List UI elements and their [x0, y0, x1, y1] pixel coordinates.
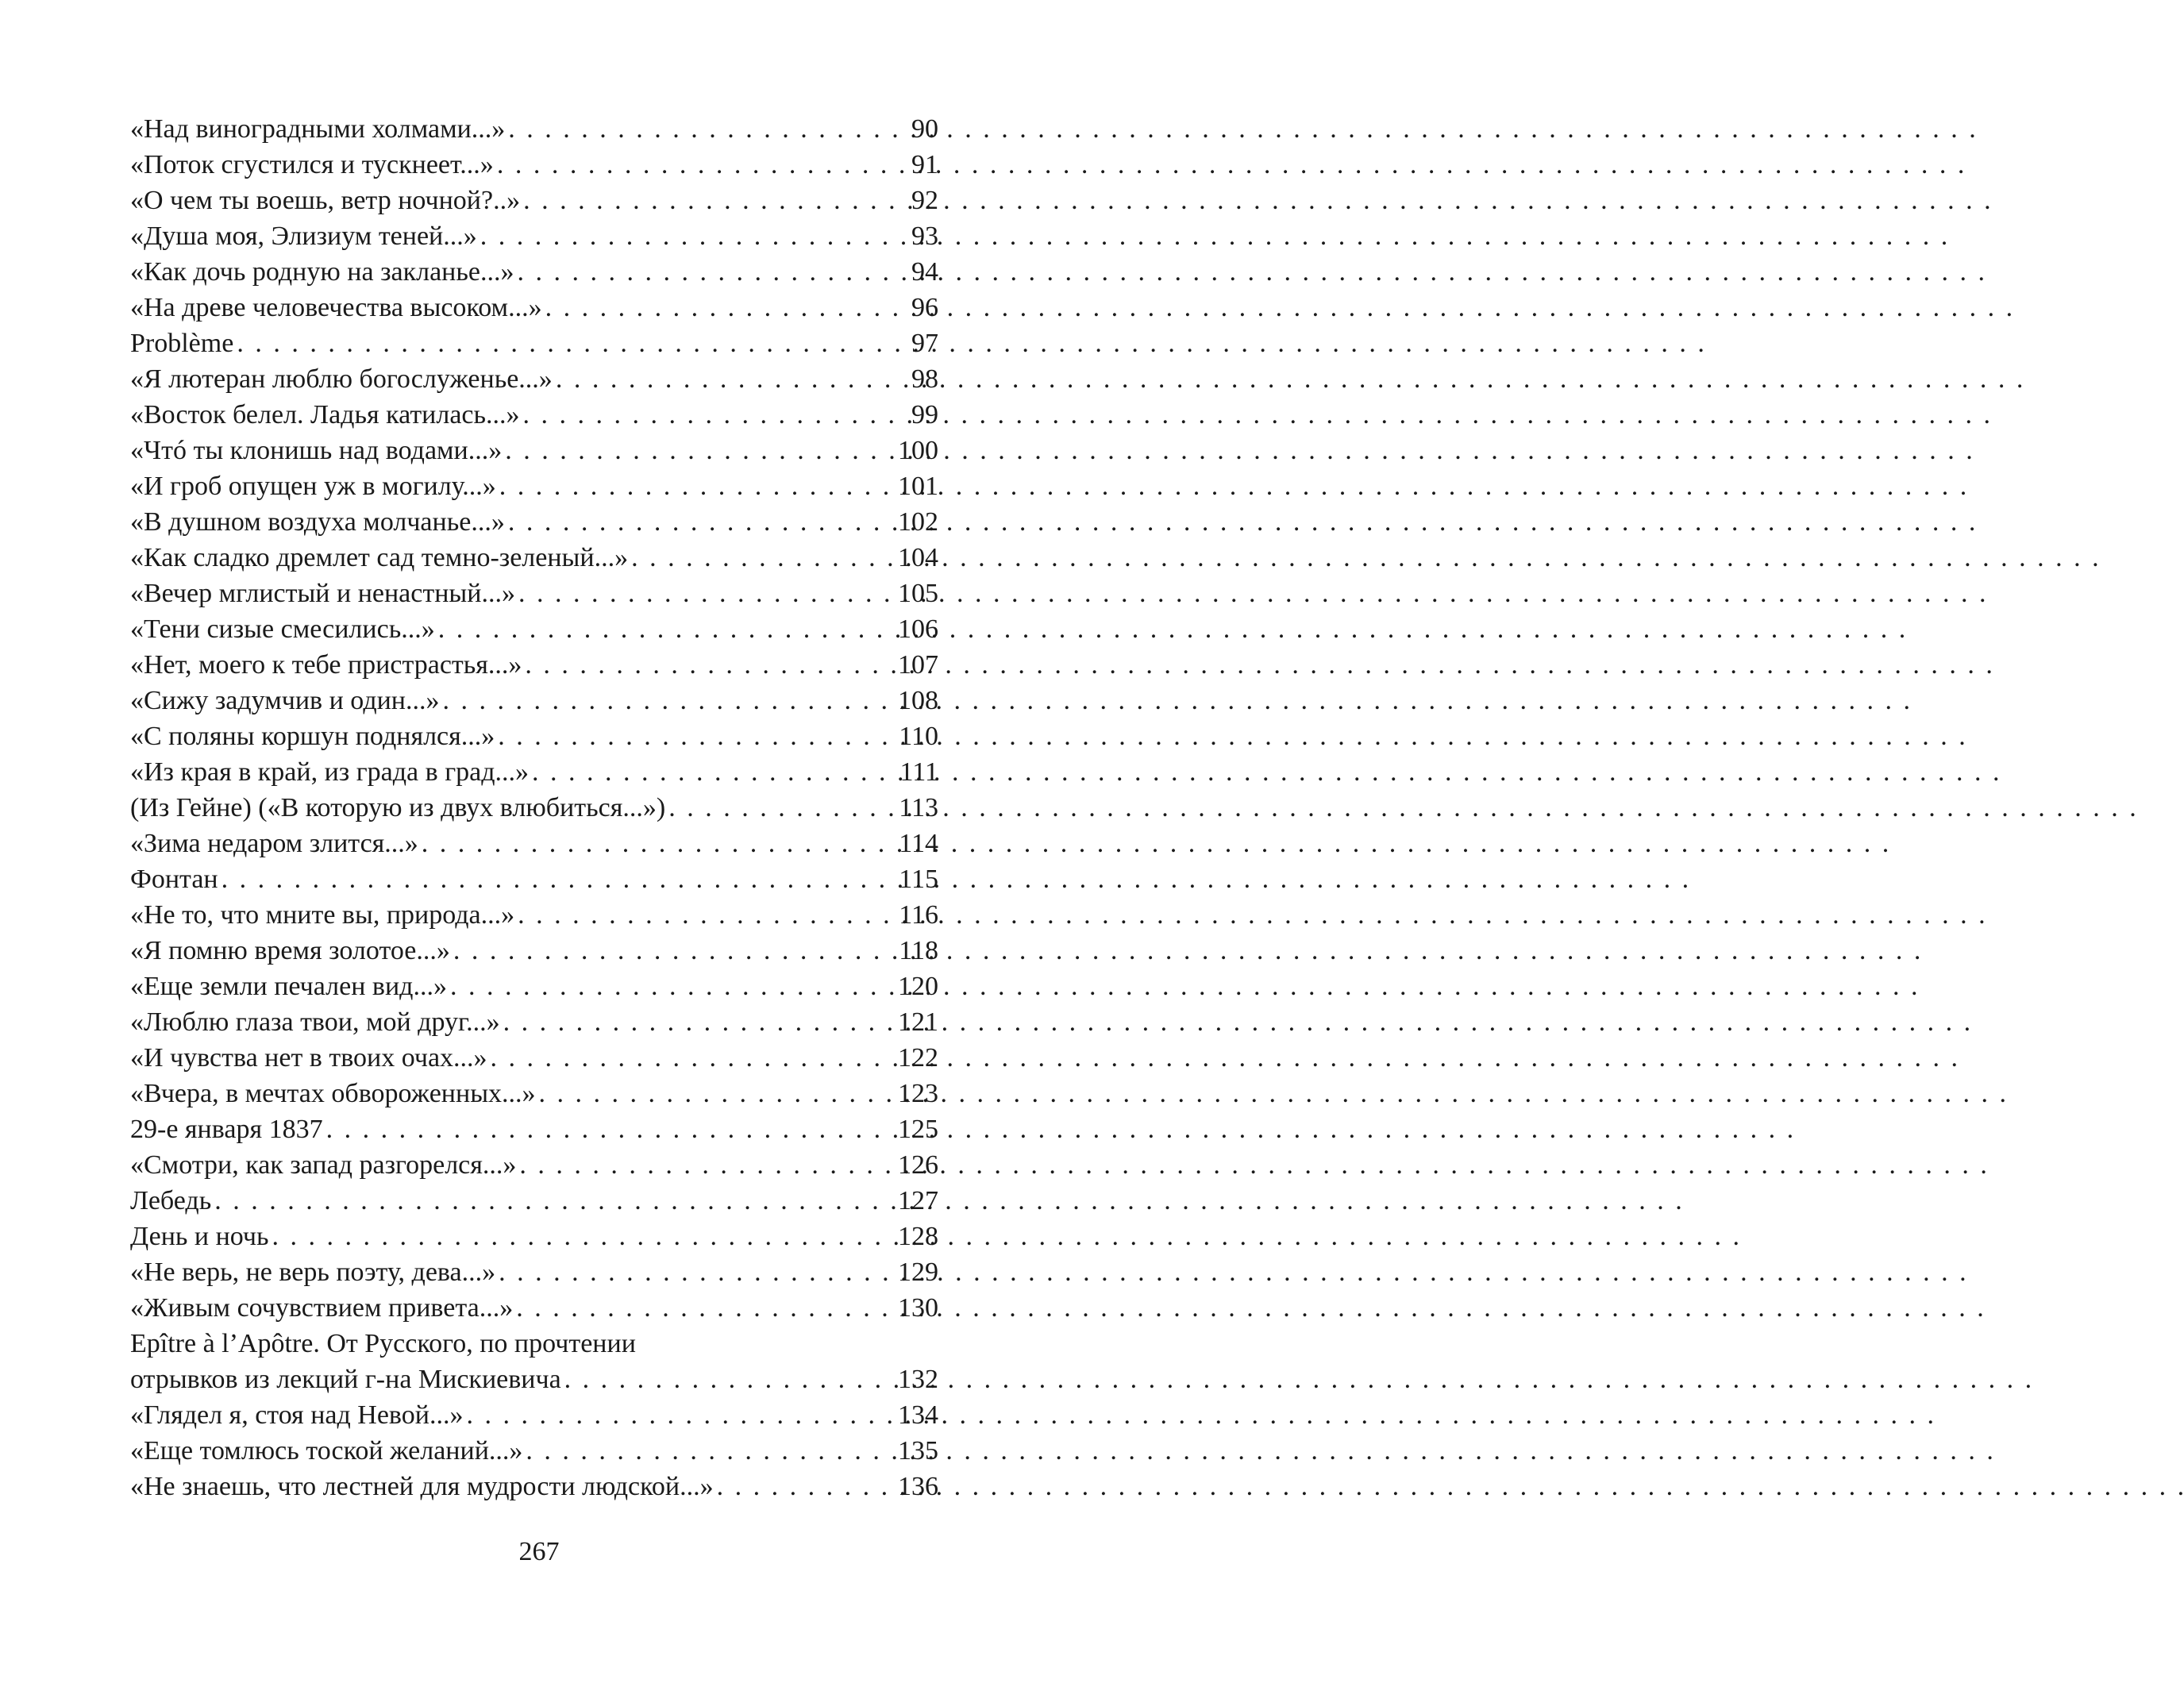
toc-leader-dots	[545, 290, 894, 325]
toc-entry-page: 98	[911, 364, 938, 394]
toc-entry-title: Лебедь	[130, 1186, 212, 1215]
toc-leader-dots	[499, 1254, 894, 1290]
toc-entry	[130, 218, 938, 254]
toc-entry	[130, 468, 938, 504]
toc-entry-title: «Вечер мглистый и ненастный...»	[130, 579, 515, 608]
toc-entry-page: 94	[911, 257, 938, 287]
toc-entry-page: 135	[898, 1436, 938, 1466]
toc-entry	[130, 1219, 938, 1254]
toc-entry	[130, 397, 938, 433]
toc-entry-title: «Из края в край, из града в град...»	[130, 757, 530, 787]
toc-leader-dots	[518, 576, 894, 611]
toc-entry-page: 130	[898, 1293, 938, 1323]
toc-entry-page: 111	[899, 757, 938, 787]
toc-entry	[130, 1290, 938, 1326]
toc-entry-title: «Я лютеран люблю богослуженье...»	[130, 364, 553, 394]
toc-entry-title: «Душа моя, Элизиум теней...»	[130, 221, 477, 251]
toc-entry-page: 97	[911, 329, 938, 358]
toc-entry-title: «Сижу задумчив и один...»	[130, 686, 440, 715]
toc-leader-dots	[508, 504, 894, 540]
toc-entry	[130, 647, 938, 683]
toc-entry-title: «Чтó ты клонишь над водами...»	[130, 436, 503, 465]
toc-entry-title: (Из Гейне) («В которую из двух влюбиться...»)	[130, 793, 666, 822]
toc-entry-page: 105	[898, 579, 938, 608]
toc-entry-line1	[130, 1326, 938, 1362]
toc-leader-dots	[499, 468, 894, 504]
toc-entry-page: 116	[899, 900, 938, 930]
toc-entry-page: 126	[898, 1150, 938, 1180]
toc-leader-dots	[498, 718, 894, 754]
toc-leader-dots	[214, 1183, 894, 1219]
toc-entry	[130, 897, 938, 933]
document-page	[0, 0, 1078, 1687]
toc-entry-page: 108	[898, 686, 938, 715]
toc-entry	[130, 1397, 938, 1433]
toc-entry-title: «Смотри, как запад разгорелся...»	[130, 1150, 517, 1180]
toc-entry-title: «Как дочь родную на закланье...»	[130, 257, 514, 287]
toc-entry-page: 136	[898, 1472, 938, 1501]
toc-entry	[130, 683, 938, 718]
toc-entry-title: «Тени сизые смесились...»	[130, 614, 435, 644]
toc-entry-page: 110	[899, 722, 938, 751]
toc-entry-page: 92	[911, 186, 938, 215]
toc-entry-title: «Восток белел. Ладья катилась...»	[130, 400, 520, 429]
toc-entry-page: 91	[911, 150, 938, 179]
toc-entry-title: Problème	[130, 329, 234, 358]
toc-leader-dots	[556, 361, 894, 397]
toc-entry-title: «С поляны коршун поднялся...»	[130, 722, 495, 751]
toc-entry	[130, 290, 938, 325]
toc-leader-dots	[466, 1397, 894, 1433]
toc-entry	[130, 1254, 938, 1290]
toc-leader-dots	[518, 897, 894, 933]
toc-entry-page: 100	[898, 436, 938, 465]
toc-entry-page: 104	[898, 543, 938, 572]
toc-entry-title: «В душном воздуха молчанье...»	[130, 507, 505, 537]
toc-entry-title: «Я помню время золотое...»	[130, 936, 450, 965]
toc-entry-title: «Не знаешь, что лестней для мудрости людской...»	[130, 1472, 714, 1501]
toc-leader-dots	[631, 540, 894, 576]
toc-entry	[130, 718, 938, 754]
toc-leader-dots	[491, 1040, 894, 1076]
toc-entry-title: «Еще томлюсь тоской желаний...»	[130, 1436, 523, 1466]
toc-entry	[130, 540, 938, 576]
toc-leader-dots	[717, 1469, 894, 1504]
toc-entry	[130, 254, 938, 290]
toc-entry	[130, 754, 938, 790]
toc-entry-title: Фонтан	[130, 865, 218, 894]
toc-entry-page: 99	[911, 400, 938, 429]
toc-entry-title: «О чем ты воешь, ветр ночной?..»	[130, 186, 521, 215]
toc-entry-title: «И чувства нет в твоих очах...»	[130, 1043, 487, 1073]
toc-entry	[130, 433, 938, 468]
toc-entry-title: «Нет, моего к тебе пристрастья...»	[130, 650, 522, 680]
toc-entry-title-line1: Epître à l’Apôtre. От Русского, по прочтении	[130, 1329, 636, 1358]
toc-entry-page: 90	[911, 114, 938, 144]
toc-leader-dots	[453, 933, 894, 969]
toc-leader-dots	[519, 1147, 894, 1183]
toc-leader-dots	[564, 1362, 894, 1397]
toc-entry	[130, 1433, 938, 1469]
toc-entry	[130, 933, 938, 969]
toc-entry-title: «Не то, что мните вы, природа...»	[130, 900, 515, 930]
toc-entry	[130, 1362, 938, 1397]
toc-leader-dots	[221, 861, 894, 897]
toc-entry-page: 128	[898, 1222, 938, 1251]
toc-leader-dots	[668, 790, 894, 826]
toc-leader-dots	[532, 754, 894, 790]
toc-entry	[130, 1183, 938, 1219]
toc-entry-title: «Поток сгустился и тускнеет...»	[130, 150, 494, 179]
toc-leader-dots	[443, 683, 894, 718]
toc-entry	[130, 183, 938, 218]
toc-entry-page: 106	[898, 614, 938, 644]
toc-entry	[130, 1040, 938, 1076]
toc-leader-dots	[508, 111, 894, 147]
toc-entry	[130, 861, 938, 897]
toc-entry	[130, 361, 938, 397]
toc-entry	[130, 1004, 938, 1040]
toc-leader-dots	[237, 325, 894, 361]
toc-entry	[130, 611, 938, 647]
toc-entry-title: «Зима недаром злится...»	[130, 829, 418, 858]
toc-leader-dots	[326, 1111, 894, 1147]
page-number: 267	[518, 1537, 560, 1566]
toc-entry-page: 127	[898, 1186, 938, 1215]
toc-leader-dots	[525, 647, 894, 683]
toc-entry-page: 120	[898, 972, 938, 1001]
toc-entry-title: «На древе человечества высоком...»	[130, 293, 542, 322]
toc-entry	[130, 826, 938, 861]
table-of-contents	[130, 111, 938, 1504]
toc-leader-dots	[505, 433, 894, 468]
toc-entry	[130, 325, 938, 361]
toc-entry-page: 115	[899, 865, 938, 894]
toc-leader-dots	[539, 1076, 894, 1111]
toc-entry-title: 29-е января 1837	[130, 1115, 323, 1144]
toc-entry	[130, 790, 938, 826]
toc-entry-page: 129	[898, 1258, 938, 1287]
toc-entry	[130, 504, 938, 540]
toc-entry-page: 114	[899, 829, 938, 858]
toc-entry-page: 118	[899, 936, 938, 965]
toc-entry-page: 93	[911, 221, 938, 251]
toc-leader-dots	[517, 254, 894, 290]
toc-entry-title: «Над виноградными холмами...»	[130, 114, 506, 144]
toc-entry	[130, 1147, 938, 1183]
toc-entry-page: 132	[898, 1365, 938, 1394]
toc-entry-page: 96	[911, 293, 938, 322]
toc-entry	[130, 576, 938, 611]
toc-leader-dots	[523, 183, 894, 218]
toc-entry-title: «Как сладко дремлет сад темно-зеленый...»	[130, 543, 629, 572]
toc-entry-title: «Глядел я, стоя над Невой...»	[130, 1400, 464, 1430]
toc-leader-dots	[503, 1004, 894, 1040]
toc-leader-dots	[523, 397, 894, 433]
toc-entry	[130, 147, 938, 183]
toc-entry	[130, 111, 938, 147]
toc-entry-page: 107	[898, 650, 938, 680]
toc-leader-dots	[516, 1290, 894, 1326]
toc-entry-title: «Люблю глаза твои, мой друг...»	[130, 1007, 500, 1037]
toc-entry-title: отрывков из лекций г-на Мискиевича	[130, 1365, 561, 1394]
toc-entry-title: «Живым сочувствием привета...»	[130, 1293, 514, 1323]
toc-leader-dots	[272, 1219, 894, 1254]
toc-entry-title: «И гроб опущен уж в могилу...»	[130, 472, 496, 501]
toc-entry	[130, 1076, 938, 1111]
toc-entry-page: 121	[898, 1007, 938, 1037]
toc-leader-dots	[480, 218, 894, 254]
toc-leader-dots	[422, 826, 894, 861]
toc-leader-dots	[497, 147, 894, 183]
toc-entry-page: 134	[898, 1400, 938, 1430]
toc-entry-page: 113	[899, 793, 938, 822]
toc-entry	[130, 1469, 938, 1504]
toc-entry-page: 125	[898, 1115, 938, 1144]
toc-entry	[130, 969, 938, 1004]
toc-entry-title: «Не верь, не верь поэту, дева...»	[130, 1258, 496, 1287]
toc-entry-page: 122	[898, 1043, 938, 1073]
toc-entry	[130, 1111, 938, 1147]
toc-entry-title: «Еще земли печален вид...»	[130, 972, 447, 1001]
toc-entry-page: 102	[898, 507, 938, 537]
toc-entry-title: «Вчера, в мечтах обвороженных...»	[130, 1079, 536, 1108]
toc-entry-page: 101	[898, 472, 938, 501]
toc-entry-page: 123	[898, 1079, 938, 1108]
toc-leader-dots	[526, 1433, 894, 1469]
toc-leader-dots	[438, 611, 894, 647]
toc-entry-title: День и ночь	[130, 1222, 269, 1251]
toc-leader-dots	[450, 969, 894, 1004]
